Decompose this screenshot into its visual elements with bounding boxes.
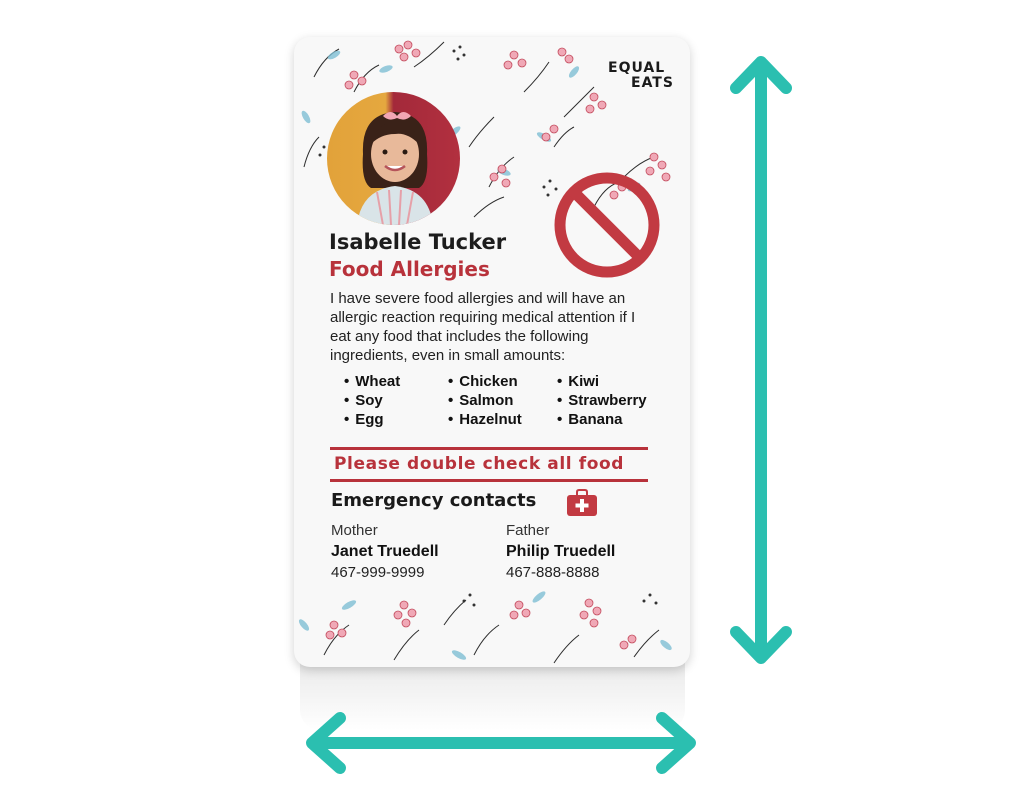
allergen-item: • Soy <box>344 392 383 409</box>
allergy-description: I have severe food allergies and will have an allergic reaction requiring medical attention if I eat any food that includes the following ingredients, even in small amounts: <box>330 290 636 364</box>
contact-relation: Father <box>506 522 550 539</box>
allergen-item: • Egg <box>344 411 384 428</box>
contact-father <box>506 521 676 583</box>
contact-mother <box>331 521 501 583</box>
logo-text-line2: EATS <box>631 75 674 91</box>
warning-rule-top <box>330 447 648 450</box>
first-aid-kit-icon <box>566 489 598 517</box>
warning-text: Please double check all food <box>334 454 625 474</box>
allergy-card <box>294 37 690 667</box>
emergency-contacts-heading: Emergency contacts <box>331 490 537 511</box>
allergen-item: • Hazelnut <box>448 411 522 428</box>
allergen-item: • Chicken <box>448 373 518 390</box>
contact-name: Janet Truedell <box>331 543 439 560</box>
logo-text-line1: EQUAL <box>608 60 666 76</box>
person-name: Isabelle Tucker <box>329 230 507 254</box>
allergen-item: • Kiwi <box>557 373 599 390</box>
no-symbol-icon <box>552 170 662 280</box>
contact-phone: 467-999-9999 <box>331 564 425 581</box>
contact-phone: 467-888-8888 <box>506 564 600 581</box>
warning-rule-bottom <box>330 479 648 482</box>
child-portrait-illustration <box>327 92 460 225</box>
allergen-item: • Wheat <box>344 373 400 390</box>
equal-eats-logo <box>608 61 680 91</box>
contact-name: Philip Truedell <box>506 543 616 560</box>
allergen-item: • Banana <box>557 411 622 428</box>
allergen-item: • Salmon <box>448 392 513 409</box>
child-photo <box>327 92 460 225</box>
allergen-item: • Strawberry <box>557 392 647 409</box>
double-arrow-horizontal-icon <box>302 710 700 776</box>
floral-pattern-bottom <box>294 585 690 667</box>
contact-relation: Mother <box>331 522 378 539</box>
double-arrow-vertical-icon <box>728 52 794 668</box>
card-subtitle: Food Allergies <box>329 257 490 281</box>
